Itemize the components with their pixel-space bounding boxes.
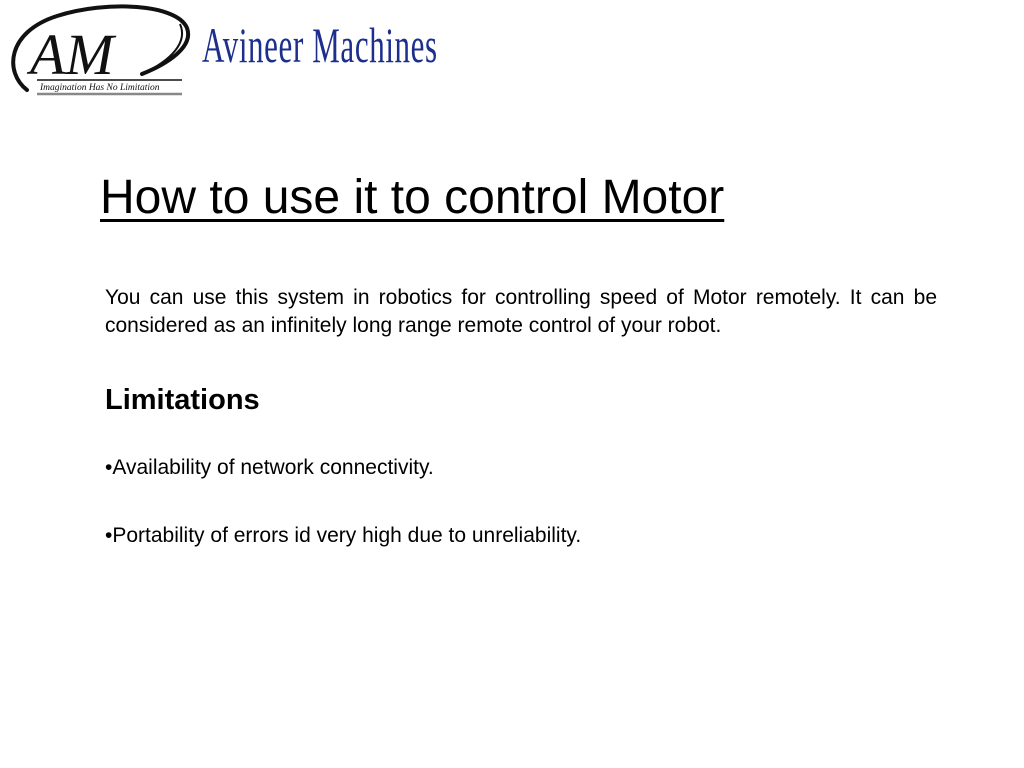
- logo-monogram: AM: [30, 22, 114, 87]
- limitation-item: •Availability of network connectivity.: [105, 456, 434, 479]
- logo-tagline: Imagination Has No Limitation: [40, 83, 160, 93]
- limitations-heading: Limitations: [105, 384, 260, 416]
- company-logo: [0, 0, 470, 105]
- brand-name: Avineer Machines: [202, 17, 438, 73]
- am-emblem: [2, 2, 192, 102]
- intro-paragraph: You can use this system in robotics for controlling speed of Motor remotely. It can be considered as an infinitely long range remote control of your robot.: [105, 286, 937, 337]
- limitations-list: [105, 454, 937, 550]
- slide-body: [105, 284, 937, 550]
- limitation-item: •Portability of errors id very high due to unreliability.: [105, 524, 582, 547]
- slide-title: How to use it to control Motor: [100, 171, 725, 224]
